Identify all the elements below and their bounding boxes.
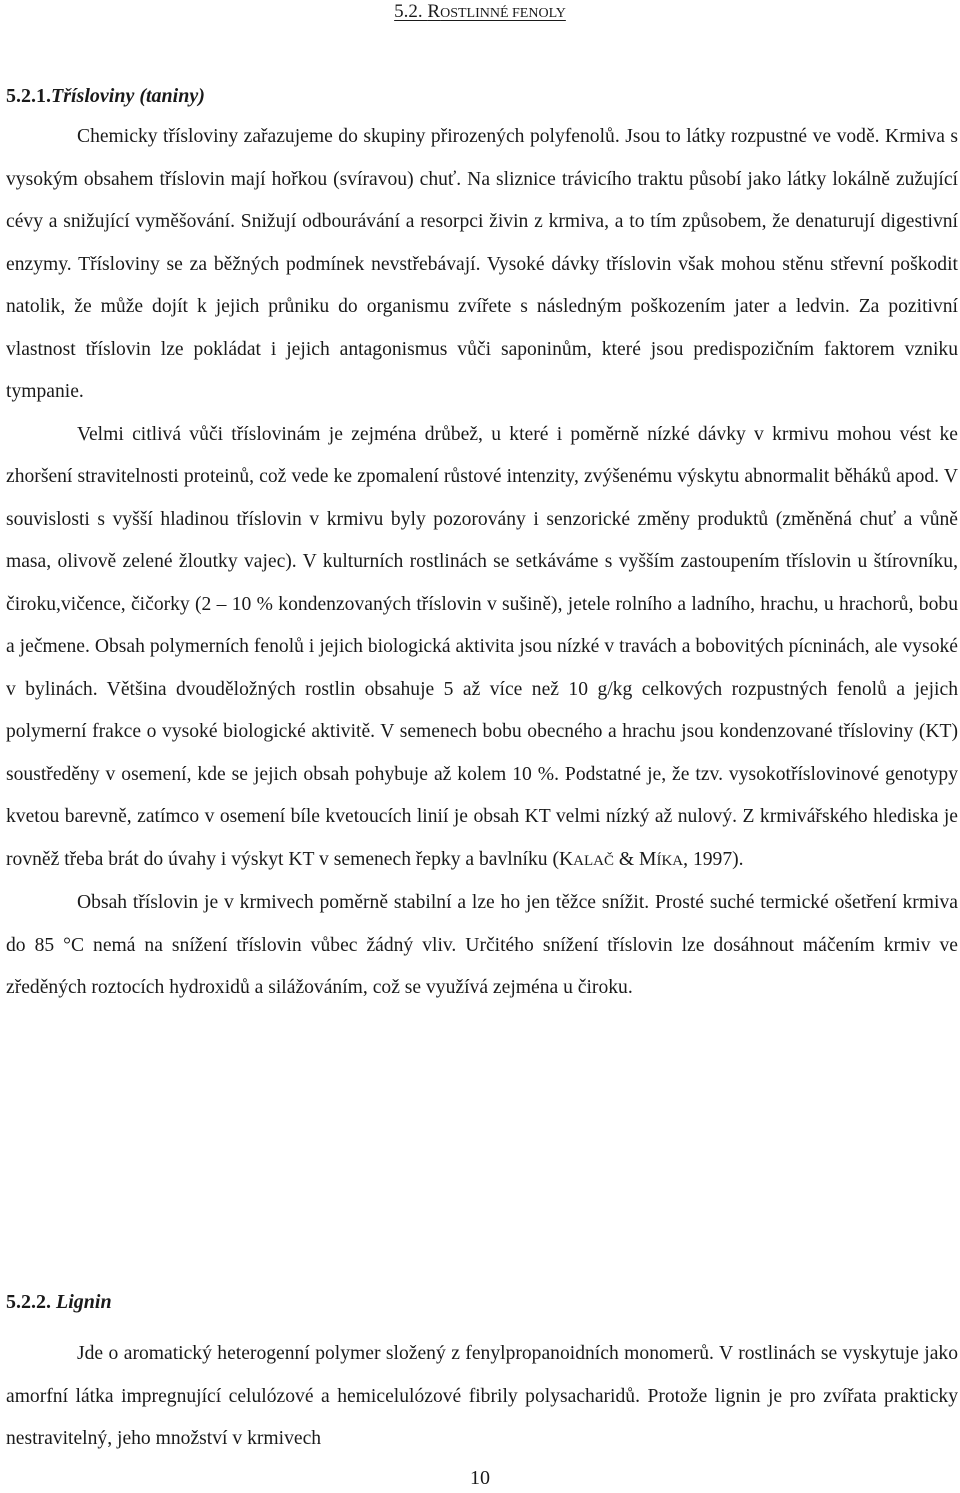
paragraph-with-citation [6, 414, 958, 883]
section-number: 5.2.2. [6, 1291, 51, 1313]
section-heading-lignin [6, 1289, 112, 1315]
section-heading-trisloviny [6, 83, 205, 109]
citation-year: , 1997). [683, 848, 744, 870]
section-number: 5.2.1. [6, 85, 51, 107]
citation-connector: & [614, 848, 640, 870]
running-header-rest: OSTLINNÉ FENOLY [440, 6, 566, 21]
citation [559, 849, 744, 870]
paragraph-text: Velmi citlivá vůči tříslovinám je zejména drůbež, u které i poměrně nízké dávky v krmivu mohou vést ke zhoršení stravitelnosti proteinů, což vede ke zpomalení růstové intenzity, zvýšenému výskytu abnormalit běháků apod. V souvislosti s vyšší hladinou tříslovin v krmivu byly pozorovány i senzorické změny produktů (změněná chuť a vůně masa, olivově zelené žloutky vajec). V kulturních rostlinách se setkáváme s vyšším zastoupením tříslovin u štírovníku, čiroku,vičence, čičorky (2 – 10 % kondenzovaných tříslovin v sušině), jetele rolního a ladního, hrachu, u hrachorů, bobu a ječmene. Obsah polymerních fenolů i jejich biologická aktivita jsou nízké v travách a bobovitých pícninách, ale vysoké v bylinách. Většina dvouděložných rostlin obsahuje 5 až více než 10 g/kg celkových rozpustných fenolů a jejich polymerní frakce o vysoké biologické aktivitě. V semenech bobu obecného a hrachu jsou kondenzované třísloviny (KT) soustředěny v osemení, kde se jejich obsah pohybuje až kolem 10 %. Podstatné je, že tzv. vysokotříslovinové genotypy kvetou barevně, zatímco v osemení bíle kvetoucích linií je obsah KT velmi nízký až nulový. Z krmivářského hlediska je rovněž třeba brát do úvahy i výskyt KT v semenech řepky a bavlníku ( [6, 423, 958, 870]
citation-author-initial: M [639, 848, 657, 870]
paragraph: Obsah tříslovin je v krmivech poměrně stabilní a lze ho jen těžce snížit. Prosté suché termické ošetření krmiva do 85 °C nemá na snížení tříslovin vůbec žádný vliv. Určitého snížení tříslovin lze dosáhnout máčením krmiv ve zředěných roztocích hydroxidů a silážováním, což se využívá zejména u čiroku. [6, 892, 958, 998]
running-header-first-letter: R [427, 1, 441, 22]
running-header [0, 0, 960, 26]
section-body-lignin [6, 1333, 958, 1461]
paragraph: Chemicky třísloviny zařazujeme do skupiny přirozených polyfenolů. Jsou to látky rozpustné ve vodě. Krmiva s vysokým obsahem tříslovin mají hořkou (svíravou) chuť. Na sliznice trávicího traktu působí jako látky lokálně zužující cévy a snižující vyměšování. Snižují odbourávání a resorpci živin z krmiva, a to tím způsobem, že denaturují digestivní enzymy. Třísloviny se za běžných podmínek nevstřebávají. Vysoké dávky tříslovin však mohou stěnu střevní poškodit natolik, že může dojít k jejich průniku do organismu zvířete s následným poškozením jater a ledvin. Za pozitivní vlastnost tříslovin lze pokládat i jejich antagonismus vůči saponinům, které jsou predispozičním faktorem vzniku tympanie. [6, 126, 958, 402]
section-body-trisloviny [6, 116, 958, 1010]
page-number: 10 [470, 1467, 490, 1489]
running-header-number: 5.2. [394, 1, 428, 22]
paragraph: Jde o aromatický heterogenní polymer složený z fenylpropanoidních monomerů. V rostlinách se vyskytuje jako amorfní látka impregnující celulózové a hemicelulózové fibrily polysacharidů. Protože lignin je pro zvířata prakticky nestravitelný, jeho množství v krmivech [6, 1343, 958, 1449]
citation-author-initial: K [559, 848, 574, 870]
section-title: Třísloviny (taniny) [51, 85, 205, 107]
citation-author-rest: ÍKA [656, 852, 684, 869]
citation-author-rest: ALAČ [573, 852, 614, 869]
section-title: Lignin [56, 1291, 112, 1313]
